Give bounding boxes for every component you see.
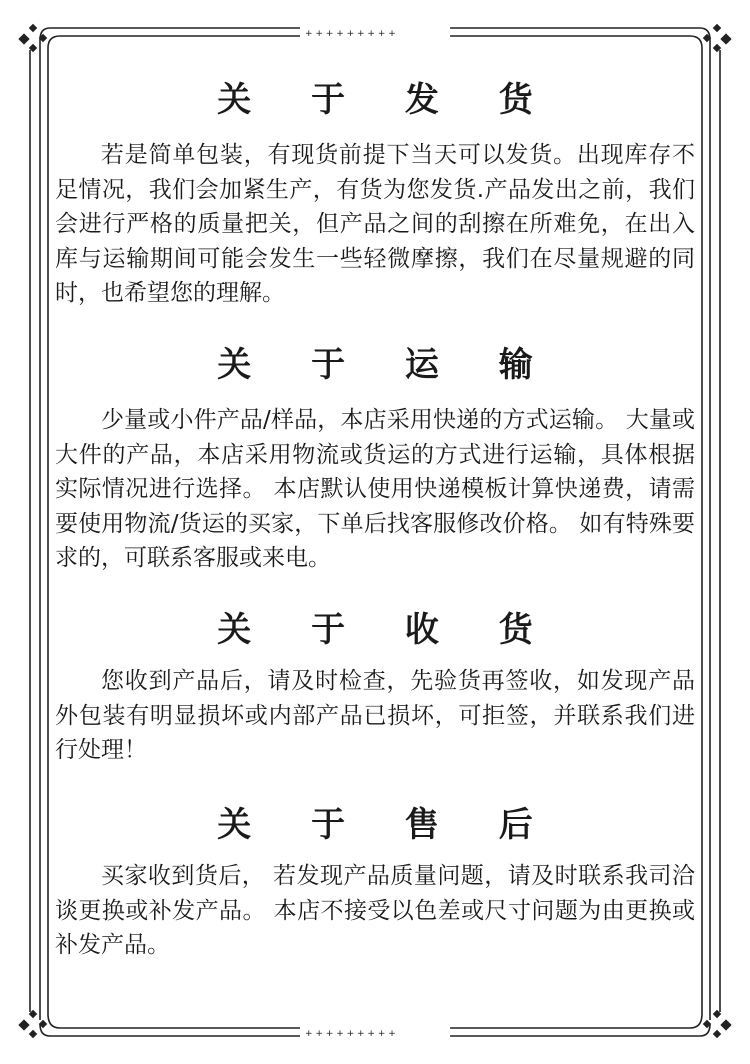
section-shipping — [55, 80, 695, 311]
corner-ornament-top-right — [703, 24, 732, 52]
section-transport — [55, 345, 695, 576]
frame-top-ornament — [305, 29, 396, 39]
frame-bottom-ornament — [305, 1029, 396, 1039]
section-body-after-sales: 买家收到货后， 若发现产品质量问题，请及时联系我司洽谈更换或补发产品。 本店不接受以色差或尺寸问题为由更换或补发产品。 — [55, 863, 695, 958]
section-body-transport: 少量或小件产品/样品，本店采用快递的方式运输。 大量或大件的产品，本店采用物流或货运的方式进行运输，具体根据实际情况进行选择。 本店默认使用快递模板计算快递费，请需要使用物流/货运的买家，下单后找客服修改价格。 如有特殊要求的，可联系客服或来电。 — [55, 407, 695, 571]
section-title-transport: 关 于 运 输 — [217, 345, 557, 385]
section-receiving — [55, 610, 695, 768]
svg-text:+ + + + + + + + +: + + + + + + + + + — [305, 29, 396, 39]
section-body-shipping: 若是简单包装，有现货前提下当天可以发货。出现库存不足情况，我们会加紧生产，有货为您发货.产品发出之前，我们会进行严格的质量把关，但产品之间的刮擦在所难免，在出入库与运输期间可能会发生一些轻微摩擦，我们在尽量规避的同时，也希望您的理解。 — [55, 142, 695, 306]
svg-text:+ + + + + + + + +: + + + + + + + + + — [305, 1029, 396, 1039]
section-title-after-sales: 关 于 售 后 — [217, 805, 557, 845]
section-body-receiving: 您收到产品后，请及时检查，先验货再签收，如发现产品外包装有明显损坏或内部产品已损坏，可拒签，并联系我们进行处理！ — [55, 668, 695, 763]
section-title-shipping: 关 于 发 货 — [217, 80, 557, 120]
section-title-receiving: 关 于 收 货 — [217, 610, 557, 650]
corner-ornament-top-left — [18, 24, 47, 52]
section-after-sales — [55, 805, 695, 963]
